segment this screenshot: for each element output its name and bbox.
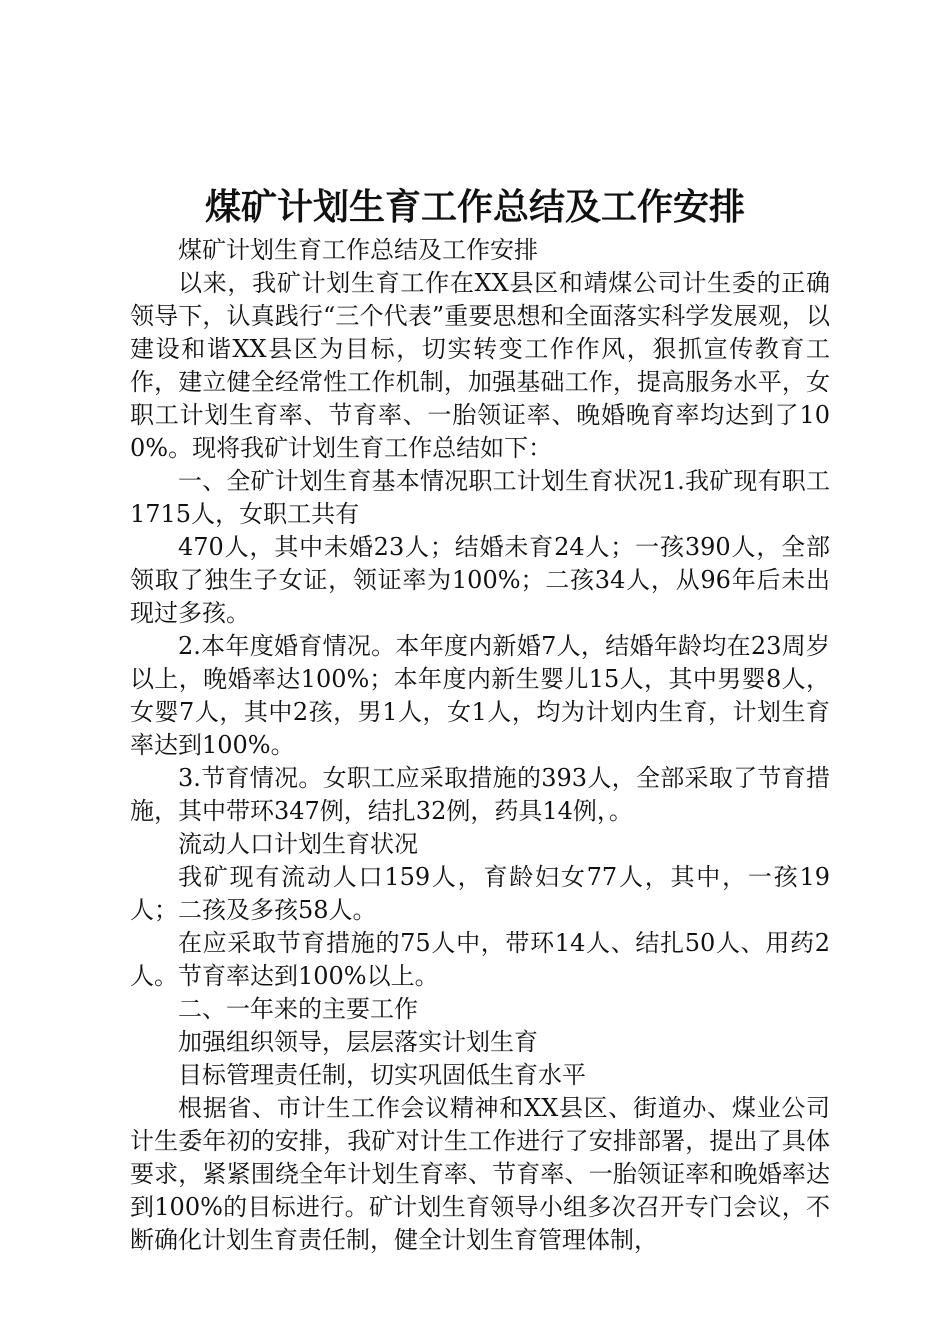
paragraph-female-staff: 470人，其中未婚23人；结婚未育24人；一孩390人，全部领取了独生子女证，领证率为100%；二孩34人，从96年后未出现过多孩。 <box>130 533 830 627</box>
document-body <box>130 234 830 1257</box>
paragraph-section-1-heading: 一、全矿计划生育基本情况职工计划生育状况1.我矿现有职工1715人，女职工共有 <box>130 467 830 528</box>
paragraph-intro: 以来，我矿计划生育工作在XX县区和靖煤公司计生委的正确领导下，认真践行“三个代表”重要思想和全面落实科学发展观，以建设和谐XX县区为目标，切实转变工作作风，狠抓宣传教育工作，建立健全经常性工作机制，加强基础工作，提高服务水平，女职工计划生育率、节育率、一胎领证率、晚婚晚育率均达到了100%。现将我矿计划生育工作总结如下： <box>130 269 830 462</box>
paragraph-section-2-heading: 二、一年来的主要工作 <box>178 995 418 1023</box>
paragraph-floating-contraception: 在应采取节育措施的75人中，带环14人、结扎50人、用药2人。节育率达到100%以上。 <box>130 929 830 990</box>
paragraph-floating-population-heading: 流动人口计划生育状况 <box>178 830 418 858</box>
document-title: 煤矿计划生育工作总结及工作安排 <box>204 187 745 228</box>
paragraph-subtitle: 煤矿计划生育工作总结及工作安排 <box>178 236 538 264</box>
paragraph-floating-population: 我矿现有流动人口159人，育龄妇女77人，其中，一孩19人；二孩及多孩58人。 <box>130 863 830 924</box>
paragraph-marriage-birth: 2.本年度婚育情况。本年度内新婚7人，结婚年龄均在23周岁以上，晚婚率达100%；本年度内新生婴儿15人，其中男婴8人，女婴7人，其中2孩，男1人，女1人，均为计划内生育，计划生育率达到100%。 <box>130 632 830 759</box>
paragraph-work-arrangement: 根据省、市计生工作会议精神和XX县区、街道办、煤业公司计生委年初的安排，我矿对计生工作进行了安排部署，提出了具体要求，紧紧围绕全年计划生育率、节育率、一胎领证率和晚婚率达到100%的目标进行。矿计划生育领导小组多次召开专门会议，不断确化计划生育责任制，健全计划生育管理体制， <box>130 1094 830 1254</box>
paragraph-subheading-2: 目标管理责任制，切实巩固低生育水平 <box>178 1061 586 1089</box>
paragraph-contraception: 3.节育情况。女职工应采取措施的393人，全部采取了节育措施，其中带环347例，结扎32例，药具14例，。 <box>130 764 830 825</box>
paragraph-subheading-1: 加强组织领导，层层落实计划生育 <box>178 1028 538 1056</box>
